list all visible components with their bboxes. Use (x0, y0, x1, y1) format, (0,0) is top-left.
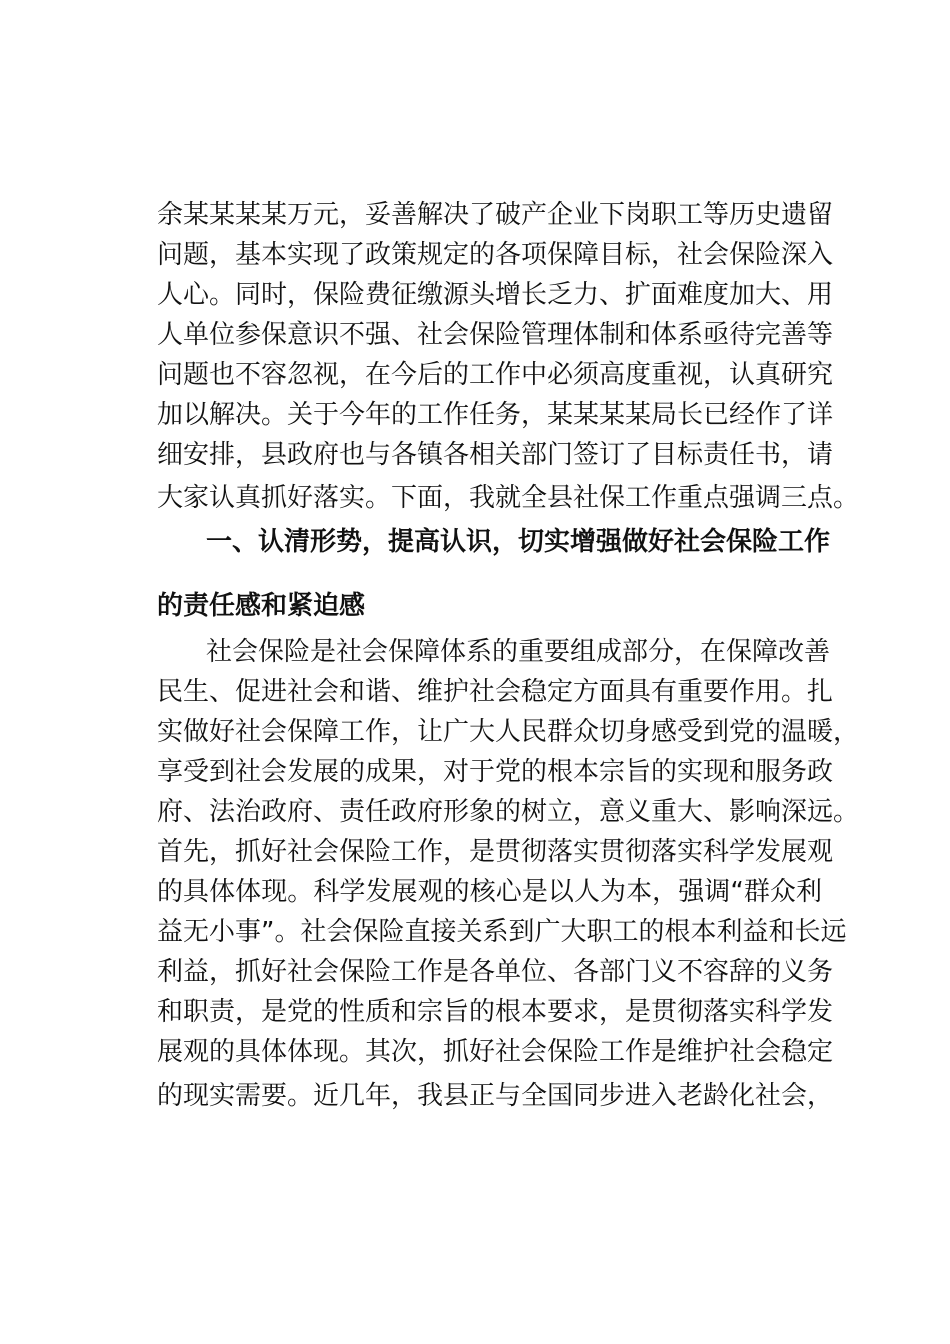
paragraph-line: 余某某某某万元，妥善解决了破产企业下岗职工等历史遗留 (157, 200, 834, 230)
paragraph-line: 益无小事”。社会保险直接关系到广大职工的根本利益和长远 (157, 917, 847, 947)
paragraph-line: 民生、促进社会和谐、维护社会稳定方面具有重要作用。扎 (157, 677, 834, 707)
paragraph-line: 问题也不容忽视，在今后的工作中必须高度重视，认真研究 (157, 360, 834, 390)
section-heading: 一、认清形势，提高认识，切实增强做好社会保险工作 (206, 527, 831, 557)
paragraph-line: 实做好社会保障工作，让广大人民群众切身感受到党的温暖， (157, 717, 860, 747)
paragraph-line: 人单位参保意识不强、社会保险管理体制和体系亟待完善等 (157, 320, 834, 350)
paragraph-line: 府、法治政府、责任政府形象的树立，意义重大、影响深远。 (157, 797, 860, 827)
paragraph-line: 展观的具体体现。其次，抓好社会保险工作是维护社会稳定 (157, 1037, 834, 1067)
paragraph-line: 利益，抓好社会保险工作是各单位、各部门义不容辞的义务 (157, 957, 834, 987)
paragraph-line: 大家认真抓好落实。下面，我就全县社保工作重点强调三点。 (157, 483, 860, 513)
section-heading-continuation: 的责任感和紧迫感 (157, 591, 366, 621)
paragraph-line: 社会保险是社会保障体系的重要组成部分，在保障改善 (206, 637, 831, 667)
paragraph-line: 细安排，县政府也与各镇各相关部门签订了目标责任书，请 (157, 440, 834, 470)
paragraph-line: 人心。同时，保险费征缴源头增长乏力、扩面难度加大、用 (157, 280, 834, 310)
paragraph-line: 的现实需要。近几年，我县正与全国同步进入老龄化社会， (157, 1081, 834, 1111)
paragraph-line: 加以解决。关于今年的工作任务，某某某某局长已经作了详 (157, 400, 834, 430)
paragraph-line: 首先，抓好社会保险工作，是贯彻落实贯彻落实科学发展观 (157, 837, 834, 867)
paragraph-line: 享受到社会发展的成果，对于党的根本宗旨的实现和服务政 (157, 757, 834, 787)
paragraph-line: 的具体体现。科学发展观的核心是以人为本，强调“群众利 (157, 877, 822, 907)
paragraph-line: 问题，基本实现了政策规定的各项保障目标，社会保险深入 (157, 240, 834, 270)
paragraph-line: 和职责，是党的性质和宗旨的根本要求，是贯彻落实科学发 (157, 997, 834, 1027)
